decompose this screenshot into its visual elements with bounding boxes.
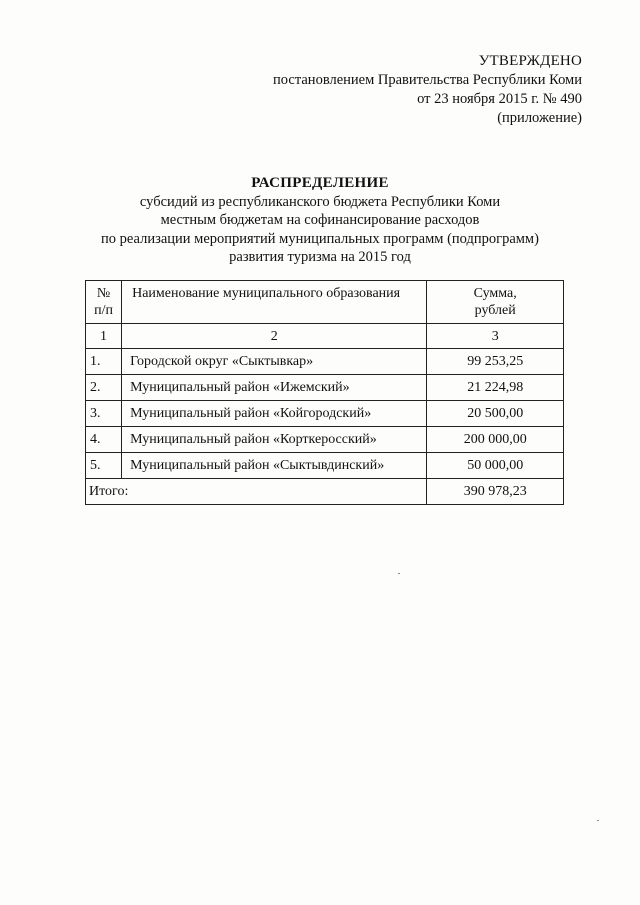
title-line-3: по реализации мероприятий муниципальных программ (подпрограмм) — [101, 230, 539, 247]
total-sum: 390 978,23 — [427, 479, 564, 505]
table-row — [86, 375, 564, 401]
table-row — [86, 401, 564, 427]
row-name: Муниципальный район «Койгородский» — [122, 401, 427, 427]
header-sum-line-1: Сумма, — [473, 286, 517, 301]
row-num: 1. — [86, 349, 122, 375]
row-num: 5. — [86, 453, 122, 479]
title-line-1: субсидий из республиканского бюджета Республики Коми — [139, 193, 501, 210]
row-num: 3. — [86, 401, 122, 427]
row-sum: 200 000,00 — [427, 427, 564, 453]
header-num-line-1: № — [96, 286, 111, 301]
header-num — [86, 281, 122, 324]
table-header-row — [86, 281, 564, 324]
header-sum-line-2: рублей — [474, 303, 516, 318]
scan-speck — [398, 573, 400, 574]
title-line-2: местным бюджетам на софинансирование расходов — [160, 212, 480, 228]
header-num-line-2: п/п — [94, 303, 113, 318]
table-total-row — [86, 479, 564, 505]
title-heading: РАСПРЕДЕЛЕНИЕ — [251, 175, 389, 191]
table-index-row — [86, 324, 564, 349]
approval-line-2: от 23 ноября 2015 г. № 490 — [417, 91, 582, 107]
title-line-4: развития туризма на 2015 год — [229, 249, 411, 265]
approval-approved: УТВЕРЖДЕНО — [478, 53, 582, 69]
row-name: Муниципальный район «Корткеросский» — [122, 427, 427, 453]
index-cell-2: 2 — [122, 324, 427, 349]
row-sum: 99 253,25 — [427, 349, 564, 375]
row-num: 2. — [86, 375, 122, 401]
approval-line-1: постановлением Правительства Республики Коми — [273, 72, 582, 88]
index-cell-3: 3 — [427, 324, 564, 349]
index-cell-1: 1 — [86, 324, 122, 349]
table-row — [86, 427, 564, 453]
table-row — [86, 453, 564, 479]
header-name: Наименование муниципального образования — [122, 281, 427, 324]
table-row — [86, 349, 564, 375]
row-name: Муниципальный район «Сыктывдинский» — [122, 453, 427, 479]
approval-stamp — [273, 52, 582, 128]
approval-line-3: (приложение) — [497, 110, 582, 126]
row-num: 4. — [86, 427, 122, 453]
row-sum: 50 000,00 — [427, 453, 564, 479]
row-name: Муниципальный район «Ижемский» — [122, 375, 427, 401]
total-label: Итого: — [86, 479, 427, 505]
row-sum: 20 500,00 — [427, 401, 564, 427]
row-name: Городской округ «Сыктывкар» — [122, 349, 427, 375]
subsidy-table — [85, 280, 564, 505]
document-title — [0, 174, 640, 267]
header-sum — [427, 281, 564, 324]
scan-speck — [597, 820, 599, 821]
row-sum: 21 224,98 — [427, 375, 564, 401]
